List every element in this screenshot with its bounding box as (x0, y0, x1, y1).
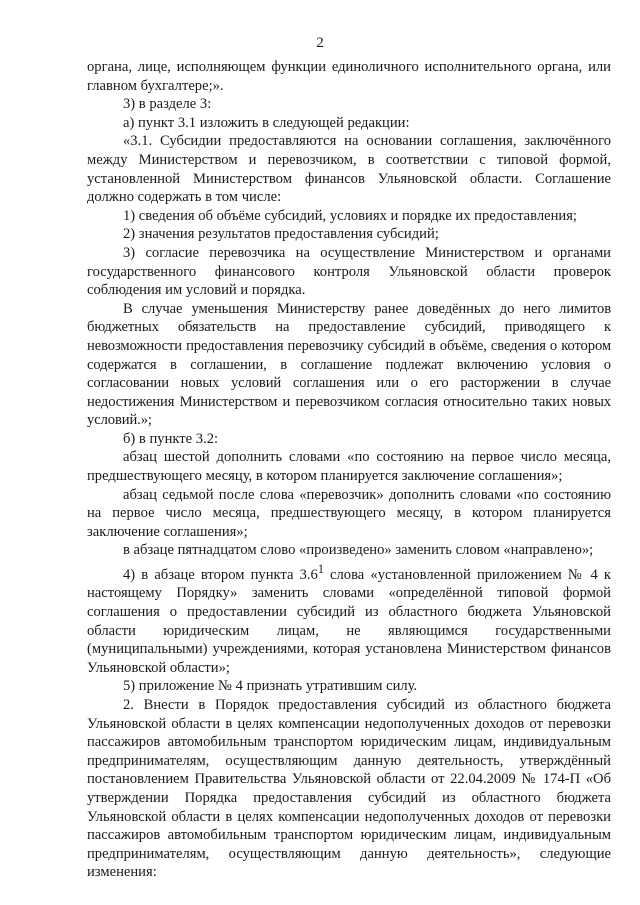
paragraph-list-1: 1) сведения об объёме субсидий, условиях и порядке их предоставления; (123, 207, 577, 224)
paragraph-clause-3-1: «3.1. Субсидии предоставляются на основании соглашения, заключённого между Министерством и перевозчиком, в соответствии с типовой формой, установленной Министерством финансов Ульяновской области. Соглашение должно содержать в том числе: (87, 133, 611, 206)
paragraph-abzac-6: абзац шестой дополнить словами «по состоянию на первое число месяца, предшествующего месяцу, в котором планируется заключение соглашения»; (87, 449, 611, 485)
paragraph-item-a: а) пункт 3.1 изложить в следующей редакции: (123, 114, 410, 131)
document-body (87, 58, 611, 882)
item-4-text-before: 4) в абзаце втором пункта 3.6 (123, 566, 318, 583)
paragraph-list-3: 3) согласие перевозчика на осуществление Министерством и органами государственного финансового контроля Ульяновской области проверок соблюдения им условий и порядка. (87, 244, 611, 299)
paragraph-item-b: б) в пункте 3.2: (123, 430, 219, 447)
paragraph-section-3: 3) в разделе 3: (123, 96, 212, 113)
paragraph-abzac-7: абзац седьмой после слова «перевозчик» дополнить словами «по состоянию на первое число месяца, предшествующего месяцу, в котором планируется заключение соглашения»; (87, 486, 611, 540)
item-4-text-after: слова «установленной приложением № 4 к настоящему Порядку» заменить словами «определённой типовой формой соглашения о предоставлении субсидий из областного бюджета Ульяновской области юридическим лицам, не являющимся государственными (муниципальными) учреждениями, которая установлена Министерством финансов Ульяновской области»; (87, 566, 611, 676)
paragraph-item-5: 5) приложение № 4 признать утратившим силу. (123, 678, 418, 695)
paragraph-limits-reduction: В случае уменьшения Министерству ранее доведённых до него лимитов бюджетных обязательств на предоставление субсидий, приводящего к невозможности предоставления перевозчику субсидий в объёме, сведения о котором содержатся в соглашении, в соглашение подлежат включению условия о согласовании новых условий соглашения или о его расторжении в случае недостижения Министерством и перевозчиком согласия относительно таких новых условий.»; (87, 300, 611, 429)
paragraph-point-2: 2. Внести в Порядок предоставления субсидий из областного бюджета Ульяновской области в целях компенсации недополученных доходов от перевозки пассажиров автомобильным транспортом юридическим лицам, индивидуальным предпринимателям, осуществляющим данную деятельность, утверждённый постановлением Правительства Ульяновской области от 22.04.2009 № 174-П «Об утверждении Порядка предоставления субсидий из областного бюджета Ульяновской области в целях компенсации недополученных доходов от перевозки пассажиров автомобильным транспортом юридическим лицам, индивидуальным предпринимателям, осуществляющим данную деятельность», следующие изменения: (87, 697, 611, 881)
paragraph-continuation: органа, лице, исполняющем функции единоличного исполнительного органа, или главном бухгалтере;». (87, 59, 611, 94)
paragraph-item-4 (87, 560, 611, 677)
paragraph-list-2: 2) значения результатов предоставления субсидий; (123, 226, 439, 243)
item-4-superscript: 1 (317, 562, 324, 577)
paragraph-abzac-15: в абзаце пятнадцатом слово «произведено» заменить словом «направлено»; (123, 542, 594, 559)
page-number: 2 (316, 35, 324, 51)
